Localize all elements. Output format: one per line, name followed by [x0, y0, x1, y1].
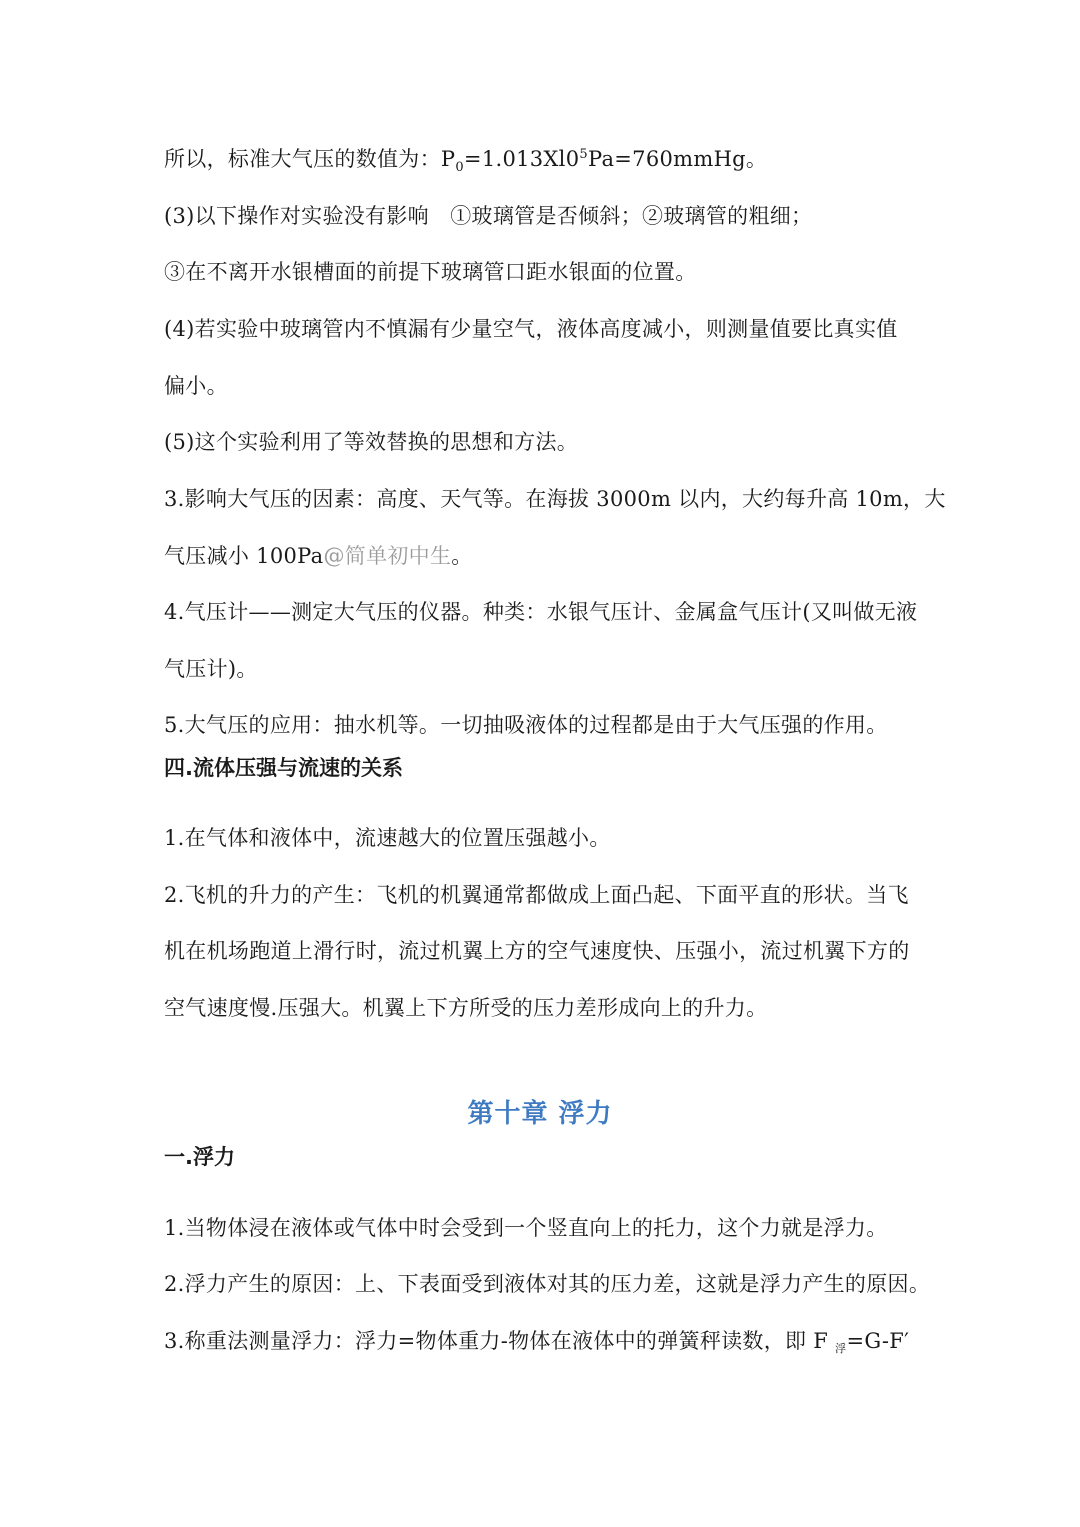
- section-heading-buoyancy: 一.浮力: [164, 1145, 235, 1169]
- text-line-barometer: 4.气压计——测定大气压的仪器。种类：水银气压计、金属盒气压计(又叫做无液: [164, 600, 918, 624]
- text-line-standard-pressure: [164, 143, 767, 175]
- text-line-factors-cont: [164, 540, 473, 572]
- text-line-buoyancy-3: [164, 1325, 909, 1357]
- text-segment: Pa=760mmHg。: [587, 147, 768, 171]
- text-line-item-4: (4)若实验中玻璃管内不慎漏有少量空气，液体高度减小，则测量值要比真实值: [164, 317, 898, 341]
- superscript: 5: [579, 147, 588, 162]
- text-line-buoyancy-1: 1.当物体浸在液体或气体中时会受到一个竖直向上的托力，这个力就是浮力。: [164, 1216, 888, 1240]
- text-line-fluid-2-cont: 机在机场跑道上滑行时，流过机翼上方的空气速度快、压强小，流过机翼下方的: [164, 939, 910, 963]
- watermark-text: @简单初中生: [323, 544, 452, 568]
- text-line-item-3-cont: ③在不离开水银槽面的前提下玻璃管口距水银面的位置。: [164, 260, 697, 284]
- text-line-application: 5.大气压的应用：抽水机等。一切抽吸液体的过程都是由于大气压强的作用。: [164, 713, 888, 737]
- text-line-buoyancy-2: 2.浮力产生的原因：上、下表面受到液体对其的压力差，这就是浮力产生的原因。: [164, 1272, 931, 1296]
- text-segment: =1.013Xl0: [463, 147, 580, 171]
- subscript: 浮: [835, 1342, 847, 1355]
- text-line-item-3: (3)以下操作对实验没有影响 ①玻璃管是否倾斜；②玻璃管的粗细；: [164, 204, 813, 228]
- text-line-factors: 3.影响大气压的因素：高度、天气等。在海拔 3000m 以内，大约每升高 10m，大: [164, 487, 946, 511]
- text-line-item-5: (5)这个实验利用了等效替换的思想和方法。: [164, 430, 579, 454]
- chapter-title: 第十章 浮力: [467, 1099, 613, 1129]
- subscript: 0: [455, 160, 464, 176]
- text-segment: 。: [451, 544, 473, 568]
- section-heading-fluid-pressure: 四.流体压强与流速的关系: [164, 756, 403, 780]
- text-line-fluid-2: 2.飞机的升力的产生：飞机的机翼通常都做成上面凸起、下面平直的形状。当飞: [164, 883, 909, 907]
- text-segment: 3.称重法测量浮力：浮力=物体重力-物体在液体中的弹簧秤读数，即 F: [164, 1329, 836, 1353]
- text-segment: =G-F′: [846, 1329, 910, 1353]
- text-segment: 气压减小 100Pa: [164, 544, 324, 568]
- text-segment: 所以，标准大气压的数值为：P: [164, 147, 456, 171]
- text-line-barometer-cont: 气压计)。: [164, 657, 258, 681]
- text-line-fluid-2-cont2: 空气速度慢.压强大。机翼上下方所受的压力差形成向上的升力。: [164, 996, 768, 1020]
- text-line-item-4-cont: 偏小。: [164, 374, 228, 398]
- text-line-fluid-1: 1.在气体和液体中，流速越大的位置压强越小。: [164, 826, 611, 850]
